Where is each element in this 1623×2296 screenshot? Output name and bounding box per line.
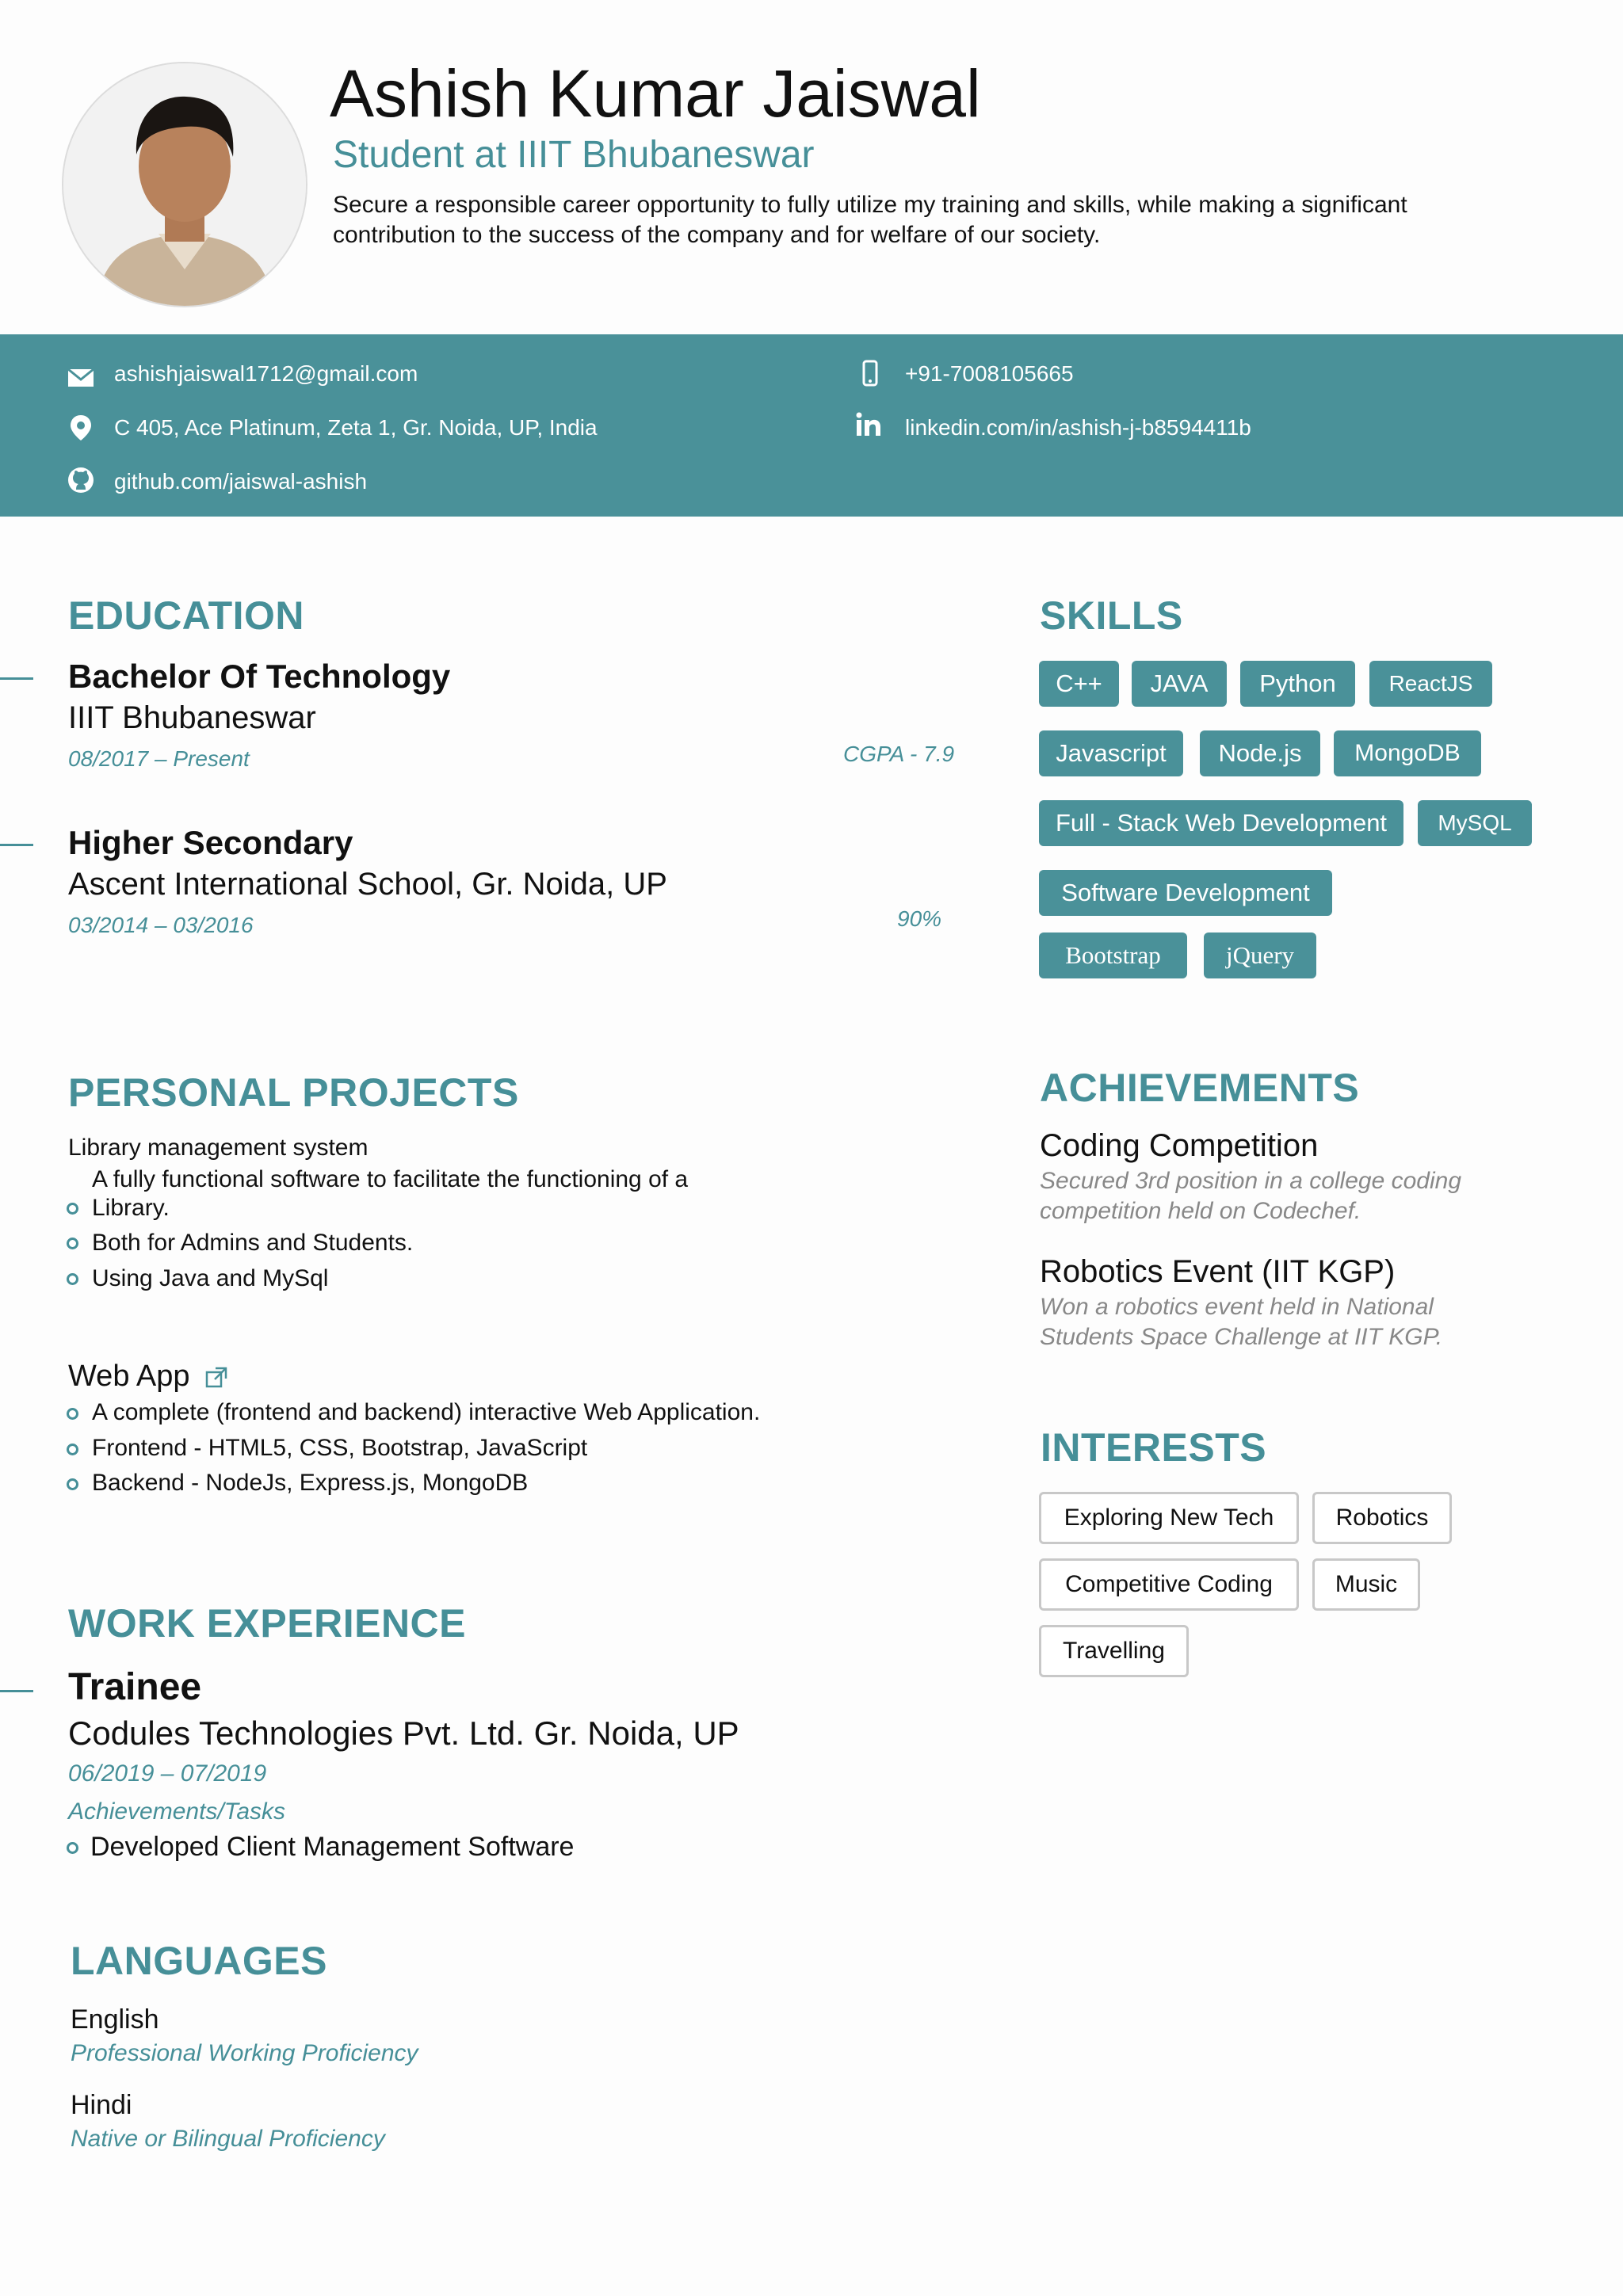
achievement-title: Robotics Event (IIT KGP): [1040, 1254, 1396, 1289]
interest-tag: Music: [1312, 1558, 1420, 1611]
projects-heading: PERSONAL PROJECTS: [68, 1070, 519, 1115]
skill-tag: Software Development: [1039, 870, 1332, 916]
candidate-subtitle: Student at IIIT Bhubaneswar: [333, 134, 815, 176]
project-bullet: Library.: [92, 1195, 170, 1221]
address: C 405, Ace Platinum, Zeta 1, Gr. Noida, UP, India: [114, 415, 598, 440]
bullet-icon: [67, 1478, 78, 1490]
work-task: Developed Client Management Software: [90, 1832, 575, 1862]
timeline-marker: [0, 677, 33, 680]
education-degree: Higher Secondary: [68, 824, 353, 861]
github-icon: [67, 466, 95, 494]
skill-tag: MongoDB: [1334, 730, 1481, 776]
email-link[interactable]: ashishjaiswal1712@gmail.com: [114, 361, 418, 386]
education-score: 90%: [897, 906, 942, 931]
project-bullet: Backend - NodeJs, Express.js, MongoDB: [92, 1470, 529, 1496]
avatar-icon: [63, 63, 306, 306]
work-dates: 06/2019 – 07/2019: [68, 1760, 267, 1787]
skill-tag: Javascript: [1039, 730, 1183, 776]
education-degree: Bachelor Of Technology: [68, 658, 451, 695]
achievement-description: Secured 3rd position in a college coding competition held on Codechef.: [1040, 1168, 1462, 1224]
skill-tag: ReactJS: [1369, 661, 1492, 707]
education-score: CGPA - 7.9: [843, 742, 955, 766]
skill-tag: Bootstrap: [1039, 933, 1187, 978]
language-level: Native or Bilingual Proficiency: [71, 2126, 385, 2152]
bullet-icon: [67, 1238, 78, 1249]
work-role: Trainee: [68, 1666, 202, 1708]
work-company: Codules Technologies Pvt. Ltd. Gr. Noida, UP: [68, 1714, 739, 1752]
project-bullet: Using Java and MySql: [92, 1265, 329, 1291]
project-name: [68, 1360, 228, 1394]
external-link-icon[interactable]: [204, 1366, 228, 1390]
contact-band: [0, 334, 1623, 517]
bullet-icon: [67, 1444, 78, 1455]
education-dates: 03/2014 – 03/2016: [68, 913, 254, 937]
location-icon: [67, 414, 95, 442]
interest-tag: Robotics: [1312, 1492, 1452, 1544]
skills-heading: SKILLS: [1040, 593, 1183, 638]
interest-tag: Competitive Coding: [1039, 1558, 1299, 1611]
timeline-marker: [0, 844, 33, 846]
education-dates: 08/2017 – Present: [68, 746, 250, 771]
project-bullet: A complete (frontend and backend) interactive Web Application.: [92, 1399, 761, 1425]
linkedin-icon: [854, 410, 883, 439]
education-institution: IIIT Bhubaneswar: [68, 700, 316, 735]
project-bullet: Both for Admins and Students.: [92, 1230, 414, 1256]
education-heading: EDUCATION: [68, 593, 305, 638]
bullet-icon: [67, 1842, 78, 1854]
interest-tag: Exploring New Tech: [1039, 1492, 1299, 1544]
interests-heading: INTERESTS: [1041, 1425, 1267, 1470]
language-name: Hindi: [71, 2090, 132, 2120]
language-name: English: [71, 2004, 159, 2035]
bullet-icon: [67, 1408, 78, 1420]
project-bullet: A fully functional software to facilitate the functioning of a: [92, 1166, 689, 1192]
timeline-marker: [0, 1690, 33, 1692]
interest-tag: Travelling: [1039, 1625, 1189, 1677]
profile-photo: [62, 62, 307, 307]
work-heading: WORK EXPERIENCE: [68, 1601, 467, 1646]
skill-tag: JAVA: [1132, 661, 1227, 707]
work-tasks-label: Achievements/Tasks: [68, 1798, 286, 1825]
project-title: Web App: [68, 1360, 190, 1393]
skill-tag: Node.js: [1200, 730, 1320, 776]
bullet-icon: [67, 1273, 78, 1285]
career-objective: Secure a responsible career opportunity to fully utilize my training and skills, while making a significant contribution to the success of the company and for welfare of our society.: [333, 192, 1407, 248]
project-name: Library management system: [68, 1135, 369, 1161]
achievements-heading: ACHIEVEMENTS: [1040, 1066, 1360, 1110]
skill-tag: Python: [1240, 661, 1355, 707]
achievement-title: Coding Competition: [1040, 1128, 1319, 1163]
languages-heading: LANGUAGES: [71, 1939, 327, 1983]
skill-tag: C++: [1039, 661, 1119, 707]
skill-tag: jQuery: [1204, 933, 1316, 978]
email-icon: [67, 363, 95, 391]
phone-icon: [856, 360, 884, 388]
candidate-name: Ashish Kumar Jaiswal: [330, 56, 981, 131]
education-institution: Ascent International School, Gr. Noida, UP: [68, 867, 667, 902]
bullet-icon: [67, 1203, 78, 1215]
github-link[interactable]: github.com/jaiswal-ashish: [114, 469, 368, 494]
achievement-description: Won a robotics event held in National Students Space Challenge at IIT KGP.: [1040, 1294, 1443, 1350]
skill-tag: Full - Stack Web Development: [1039, 800, 1403, 846]
skill-tag: MySQL: [1418, 800, 1532, 846]
project-bullet: Frontend - HTML5, CSS, Bootstrap, JavaScript: [92, 1435, 588, 1461]
phone-number[interactable]: +91-7008105665: [905, 361, 1074, 386]
language-level: Professional Working Proficiency: [71, 2040, 418, 2066]
linkedin-link[interactable]: linkedin.com/in/ashish-j-b8594411b: [905, 415, 1251, 440]
